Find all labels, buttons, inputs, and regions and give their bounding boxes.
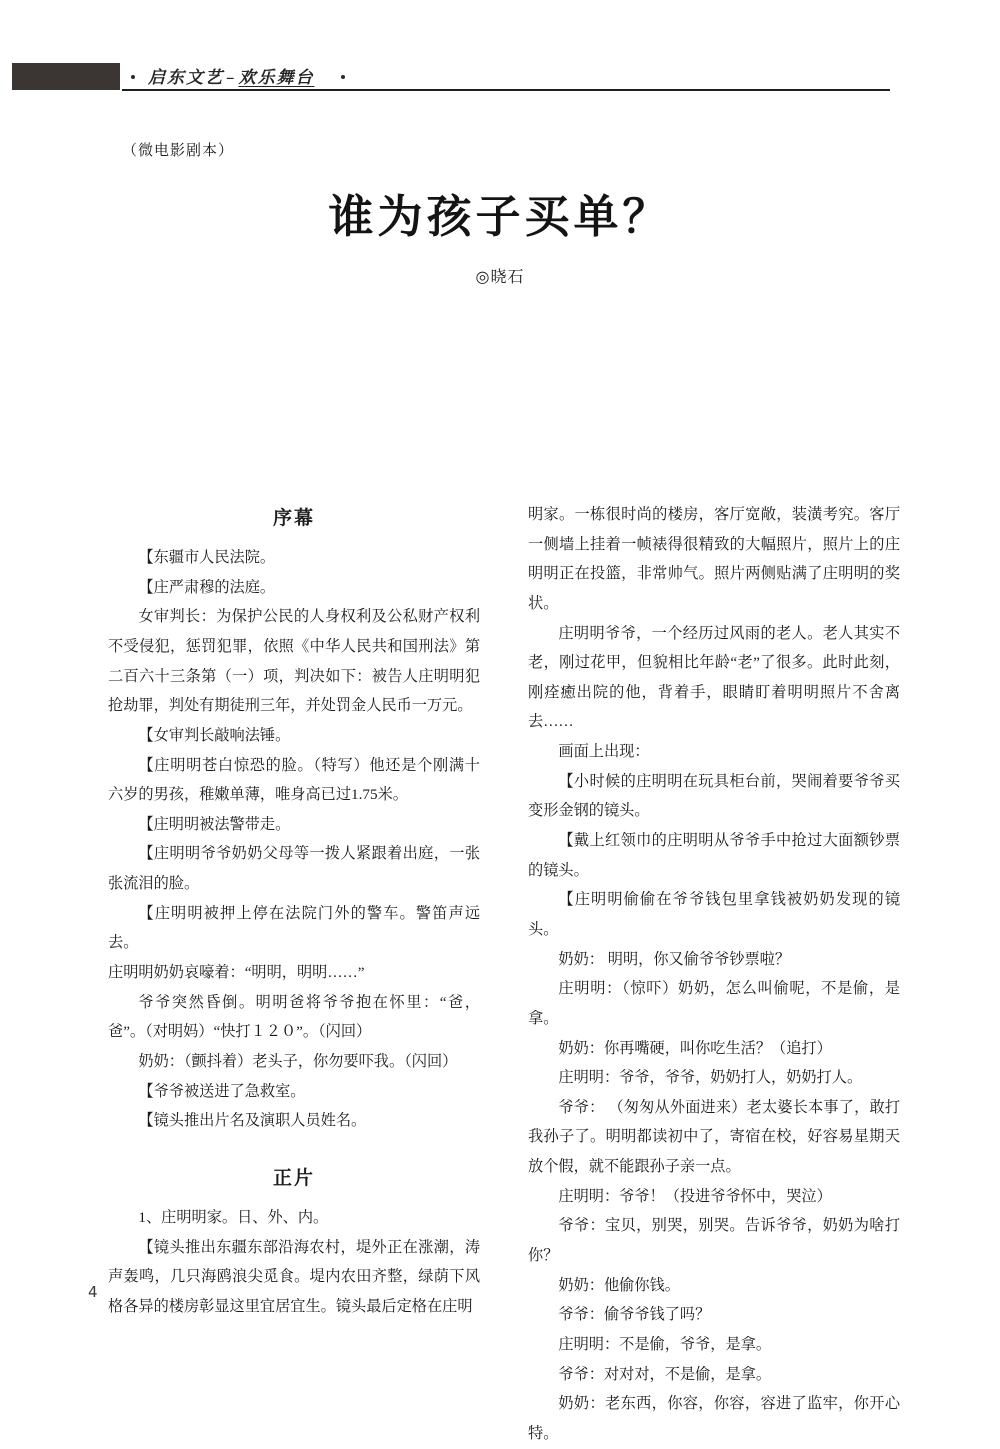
header-magazine-name: 启东文艺 — [148, 68, 224, 88]
paragraph: 【庄明明被法警带走。 — [138, 815, 291, 833]
left-column — [108, 500, 480, 1321]
header-section-name: 欢乐舞台 — [238, 68, 315, 88]
header-dot-left-icon — [131, 75, 135, 79]
paragraph: 庄明明：爷爷！（投进爷爷怀中，哭泣） — [558, 1187, 832, 1205]
section-heading-prologue: 序幕 — [272, 507, 315, 529]
paragraph: 明家。一栋很时尚的楼房，客厅宽敞，装潢考究。客厅一侧墙上挂着一帧裱得很精致的大幅照片，照片上的庄明明正在投篮，非常帅气。照片两侧贴满了庄明明的奖状。 — [528, 506, 900, 612]
paragraph: 【小时候的庄明明在玩具柜台前，哭闹着要爷爷买变形金钢的镜头。 — [528, 772, 900, 820]
paragraph: 【镜头推出片名及演职人员姓名。 — [138, 1112, 367, 1130]
header-title — [148, 63, 315, 88]
paragraph: 爷爷：宝贝，别哭，别哭。告诉爷爷，奶奶为啥打你？ — [528, 1217, 900, 1265]
paragraph: 爷爷突然昏倒。明明爸将爷爷抱在怀里：“爸，爸”。（对明妈）“快打１２０”。（闪回） — [108, 993, 480, 1041]
paragraph: 【庄明明被押上停在法院门外的警车。警笛声远去。 — [108, 904, 480, 952]
paragraph: 【东疆市人民法院。 — [138, 549, 276, 567]
header-separator: – — [226, 68, 237, 88]
paragraph: 庄明明：爷爷，爷爷，奶奶打人，奶奶打人。 — [558, 1069, 863, 1087]
paragraph: 女审判长：为保护公民的人身权利及公私财产权利不受侵犯，惩罚犯罪，依照《中华人民共和国刑法》第二百六十三条第（一）项，判决如下：被告人庄明明犯抢劫罪，判处有期徒刑三年，并处罚金人民币一万元。 — [108, 608, 480, 715]
paragraph: 【镜头推出东疆东部沿海农村，堤外正在涨潮，涛声轰鸣，几只海鸥浪尖觅食。堤内农田齐整，绿荫下风格各异的楼房彰显这里宜居宜生。镜头最后定格在庄明 — [108, 1238, 480, 1315]
page-title: 谁为孩子买单？ — [328, 190, 672, 243]
paragraph: 庄明明：不是偷，爷爷，是拿。 — [558, 1335, 772, 1353]
page-header — [0, 63, 1000, 103]
author-byline: ◎晓石 — [475, 269, 525, 286]
paragraph: 【庄明明苍白惊恐的脸。（特写）他还是个刚满十六岁的男孩，稚嫩单薄，唯身高已过1.75米。 — [108, 756, 480, 804]
header-black-block — [12, 63, 120, 90]
page-number: 4 — [88, 1283, 98, 1301]
header-dot-right-icon — [341, 75, 345, 79]
paragraph: 奶奶：他偷你钱。 — [558, 1276, 680, 1294]
paragraph: 【女审判长敲响法锤。 — [138, 726, 291, 744]
paragraph: 【庄严肃穆的法庭。 — [138, 578, 276, 596]
paragraph: 1、庄明明家。日、外、内。 — [138, 1208, 329, 1226]
paragraph: 庄明明：（惊吓）奶奶，怎么叫偷呢，不是偷，是拿。 — [528, 980, 900, 1027]
header-rule — [122, 89, 890, 91]
paragraph: 庄明明爷爷，一个经历过风雨的老人。老人其实不老，刚过花甲，但貌相比年龄“老”了很多。此时此刻，刚痊癒出院的他，背着手，眼睛盯着明明照片不舍离去…… — [528, 624, 900, 731]
right-column — [528, 500, 900, 1449]
paragraph: 奶奶： 明明，你又偷爷爷钞票啦？ — [558, 950, 790, 968]
paragraph: 奶奶：老东西，你容，你容，容进了监牢，你开心特。 — [528, 1395, 900, 1442]
section-heading-feature: 正片 — [272, 1166, 315, 1189]
paragraph: 爷爷：对对对，不是偷，是拿。 — [558, 1365, 772, 1383]
paragraph: 爷爷： （匆匆从外面进来）老太婆长本事了，敢打我孙子了。明明都读初中了，寄宿在校，好容易星期天放个假，就不能跟孙子亲一点。 — [528, 1098, 900, 1176]
paragraph: 奶奶：你再嘴硬，叫你吃生活？（追打） — [558, 1039, 832, 1057]
paragraph: 【戴上红领巾的庄明明从爷爷手中抢过大面额钞票的镜头。 — [528, 832, 900, 879]
paragraph: 【庄明明爷爷奶奶父母等一拨人紧跟着出庭，一张张流泪的脸。 — [108, 845, 480, 893]
paragraph: 爷爷：偷爷爷钱了吗？ — [558, 1306, 711, 1324]
paragraph: 【爷爷被送进了急救室。 — [138, 1082, 306, 1100]
paragraph: 画面上出现： — [558, 743, 650, 761]
script-type-kicker: （微电影剧本） — [122, 143, 235, 159]
paragraph: 庄明明奶奶哀嚎着：“明明，明明……” — [108, 964, 365, 982]
paragraph: 奶奶：（颤抖着）老头子，你勿要吓我。（闪回） — [138, 1052, 458, 1070]
paragraph: 【庄明明偷偷在爷爷钱包里拿钱被奶奶发现的镜头。 — [528, 891, 900, 938]
